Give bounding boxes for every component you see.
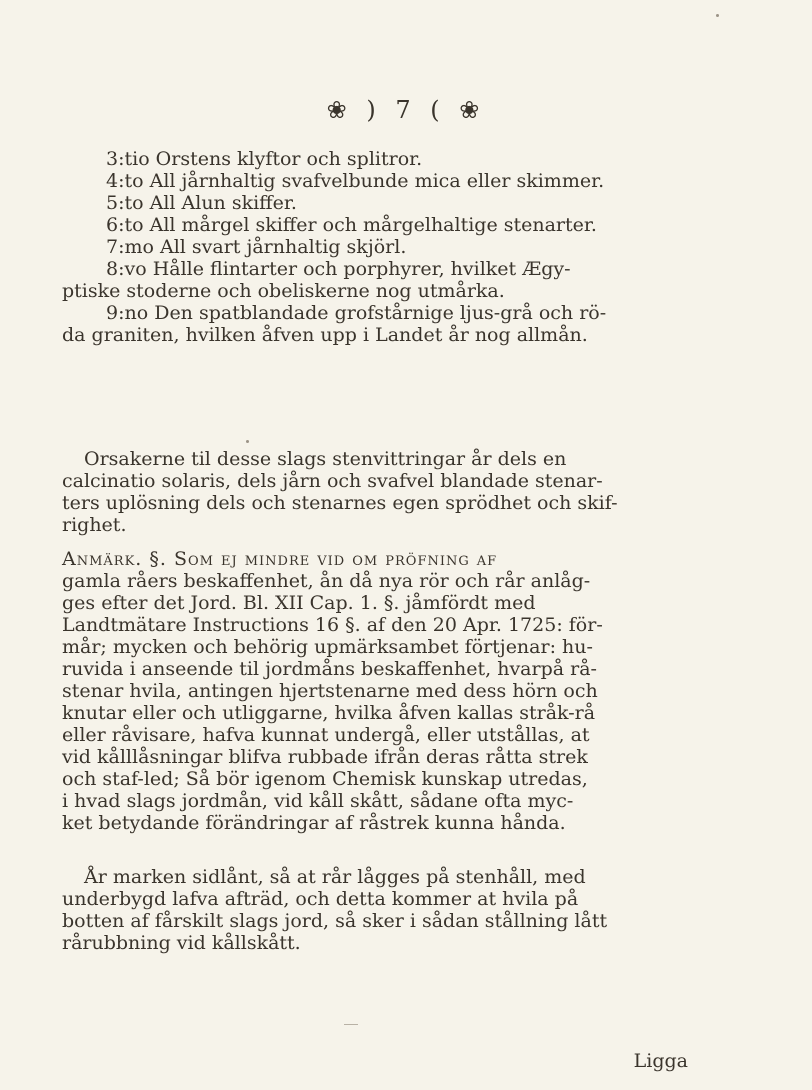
ink-speck [716,14,719,17]
text-line: eller råvisare, hafva kunnat undergå, eller utstållas, at [62,724,590,746]
text-line: År marken sidlånt, så at rår lågges på stenhåll, med [84,866,586,888]
list-item: da graniten, hvilken åfven upp i Landet år nog allmån. [62,324,588,346]
text-line: mår; mycken och behörig upmärksambet förtjenar: hu- [62,636,593,658]
text-line: vid kålllåsningar blifva rubbade ifrån deras råtta strek [62,746,588,768]
list-item: 5:to All Alun skiffer. [106,192,297,214]
text-line: Landtmätare Instructions 16 §. af den 20 Apr. 1725: för- [62,614,603,636]
text-line: righet. [62,514,127,536]
paragraph-annotation [62,548,692,834]
text-line: ters uplösning dels och stenarnes egen sprödhet och skif- [62,492,618,514]
text-line: Orsakerne til desse slags stenvittringar år dels en [84,448,567,470]
ink-speck [246,440,249,443]
page-header: ❀ ) 7 ( ❀ [326,96,486,124]
text-line: ruvida i anseende til jordmåns beskaffenhet, hvarpå rå- [62,658,597,680]
text-line: stenar hvila, antingen hjertstenarne med dess hörn och [62,680,598,702]
ink-dash [344,1024,358,1025]
text-line: ges efter det Jord. Bl. XII Cap. 1. §. jåmfördt med [62,592,536,614]
numbered-list [62,148,692,346]
text-line: ket betydande förändringar af råstrek kunna hånda. [62,812,566,834]
list-item: 4:to All jårnhaltig svafvelbunde mica eller skimmer. [106,170,605,192]
list-item: 8:vo Hålle flintarter och porphyrer, hvilket Ægy- [106,258,571,280]
text-line: calcinatio solaris, dels jårn och svafvel blandade stenar- [62,470,603,492]
text-line: rårubbning vid kållskått. [62,932,301,954]
list-item: 6:to All mårgel skiffer och mårgelhaltige stenarter. [106,214,597,236]
paragraph-causes [62,448,692,536]
paragraph-ground [62,866,692,954]
text-line: och staf-led; Så bör igenom Chemisk kunskap utredas, [62,768,588,790]
text-line: knutar eller och utliggarne, hvilka åfven kallas stråk-rå [62,702,596,724]
list-item: ptiske stoderne och obeliskerne nog utmårka. [62,280,505,302]
text-line: Anmärk. §. Som ej mindre vid om pröfning af [62,548,498,570]
catchword: Ligga [633,1050,688,1072]
text-line: gamla råers beskaffenhet, ån då nya rör och rår anlåg- [62,570,591,592]
text-line: i hvad slags jordmån, vid kåll skått, sådane ofta myc- [62,790,574,812]
text-line: botten af fårskilt slags jord, så sker i sådan stållning lått [62,910,608,932]
list-item: 3:tio Orstens klyftor och splitror. [106,148,423,170]
list-item: 9:no Den spatblandade grofstårnige ljus-grå och rö- [106,302,607,324]
list-item: 7:mo All svart jårnhaltig skjörl. [106,236,407,258]
text-line: underbygd lafva afträd, och detta kommer at hvila på [62,888,579,910]
